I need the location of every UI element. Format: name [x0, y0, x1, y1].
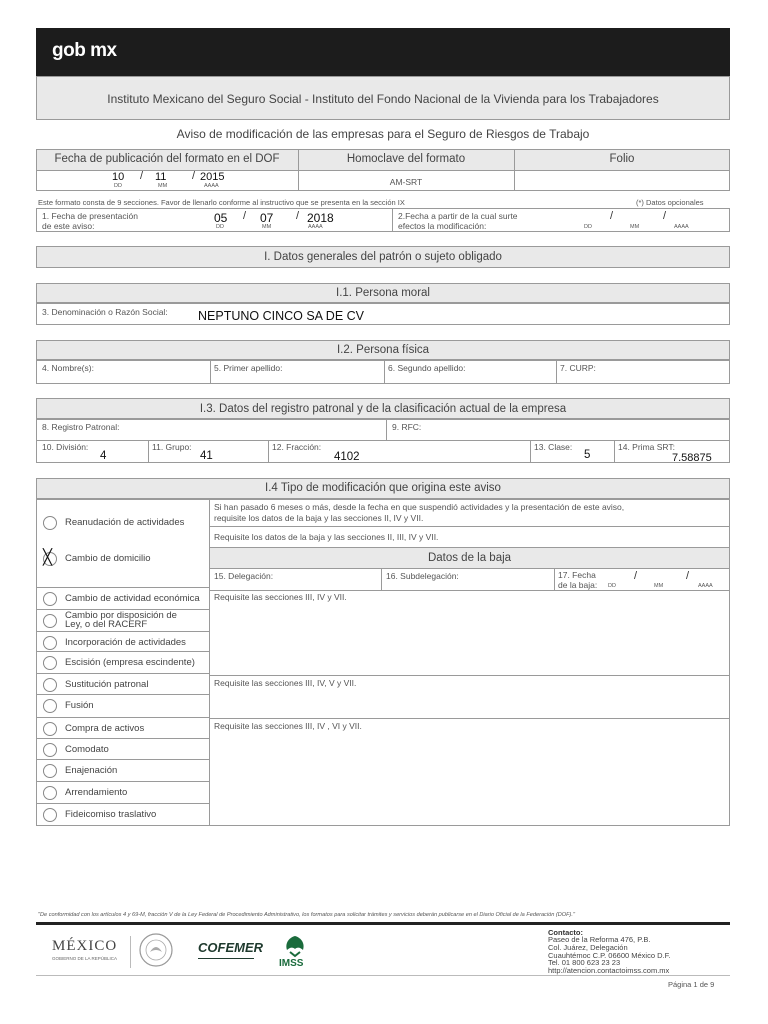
grupo-field[interactable]: 41	[200, 450, 213, 462]
cofemer-logo: COFEMER	[198, 940, 263, 955]
form-title: Aviso de modificación de las empresas para el Seguro de Riesgos de Trabajo	[176, 127, 590, 141]
option-divider	[36, 759, 209, 760]
option-label-fusion[interactable]: Fusión	[65, 700, 94, 711]
radio-comodato[interactable]	[43, 743, 57, 757]
option-divider	[36, 694, 209, 695]
presentation-row	[36, 208, 730, 232]
option-label-cambio-de-actividad-economica[interactable]: Cambio de actividad económica	[65, 593, 200, 604]
segundo-apellido-field[interactable]: 6. Segundo apellido:	[388, 363, 466, 373]
s11-title: I.1. Persona moral	[336, 287, 430, 299]
radio-arrendamiento[interactable]	[43, 786, 57, 800]
nombre-field[interactable]: 4. Nombre(s):	[42, 363, 94, 373]
delegacion-field[interactable]: 15. Delegación:	[214, 571, 274, 581]
contact-block: Paseo de la Reforma 476, P.B. Col. Juárez, Delegación Cuauhtémoc C.P. 06600 México D.F. Tel. 01 800 623 23 23 http://atencion.contactoimss.com.mx	[548, 935, 671, 976]
fraccion-field[interactable]: 4102	[334, 451, 360, 463]
institute-title: Instituto Mexicano del Seguro Social - Instituto del Fondo Nacional de la Vivienda para los Trabajadores	[107, 92, 659, 106]
rfc-field[interactable]: 9. RFC:	[392, 422, 422, 432]
folio-label: Folio	[609, 153, 635, 165]
option-label-escision-empresa-escindente[interactable]: Escisión (empresa escindente)	[65, 657, 195, 668]
baja-title: Datos de la baja	[427, 552, 512, 564]
option-label-cambio-por-disposicion-de[interactable]: Cambio por disposición de	[65, 610, 177, 621]
s12-title: I.2. Persona física	[336, 344, 430, 356]
s14-title: I.4 Tipo de modificación que origina este aviso	[265, 482, 501, 494]
gobmx-logo: gob mx	[52, 40, 117, 61]
pub-dd: 10	[112, 171, 125, 183]
mexico-logo: MÉXICO	[52, 938, 118, 954]
legal-note: "De conformidad con los artículos 4 y 69-M, fracción V de la Ley Federal de Procedimiento Administrativo, los formatos para solicitar trámites y servicios deberán publicarse en el Diario Oficial de la Federación (DOF)."	[38, 912, 575, 918]
radio-cambio-por-disposicion-de[interactable]	[43, 614, 57, 628]
option-label-reanudacion-de-actividades[interactable]: Reanudación de actividades	[65, 517, 185, 528]
section-1-title: I. Datos generales del patrón o sujeto obligado	[264, 251, 502, 263]
imss-logo: IMSS	[279, 958, 304, 969]
national-seal-icon	[136, 932, 180, 972]
persona-fisica-row	[36, 360, 730, 384]
radio-escision-empresa-escindente[interactable]	[43, 656, 57, 670]
option-divider	[36, 587, 209, 588]
denominacion-field[interactable]: NEPTUNO CINCO SA DE CV	[198, 309, 364, 323]
contact-link[interactable]: http://atencion.contactoimss.com.mx	[548, 966, 670, 976]
instructions: Este formato consta de 9 secciones. Favor de llenarlo conforme al instructivo que se presenta en la sección IX	[38, 198, 405, 207]
option-label-arrendamiento[interactable]: Arrendamiento	[65, 787, 128, 798]
option-divider	[36, 651, 209, 652]
primer-apellido-field[interactable]: 5. Primer apellido:	[214, 363, 283, 373]
radio-compra-de-activos[interactable]	[43, 722, 57, 736]
option-label-enajenacion[interactable]: Enajenación	[65, 765, 118, 776]
option-divider	[36, 717, 209, 718]
page-number: Página 1 de 9	[668, 980, 715, 989]
pub-date-label: Fecha de publicación del formato en el DOF	[54, 153, 280, 165]
option-label-comodato[interactable]: Comodato	[65, 744, 109, 755]
option-label-sustitucion-patronal[interactable]: Sustitución patronal	[65, 679, 149, 690]
subdelegacion-field[interactable]: 16. Subdelegación:	[386, 571, 459, 581]
imss-eagle-icon	[280, 934, 310, 958]
option-label-compra-de-activos[interactable]: Compra de activos	[65, 723, 145, 734]
pub-mm: 11	[155, 171, 167, 183]
pub-aaaa: 2015	[200, 171, 225, 183]
radio-fideicomiso-traslativo[interactable]	[43, 808, 57, 822]
radio-cambio-de-actividad-economica[interactable]	[43, 592, 57, 606]
option-label-incorporacion-de-actividades[interactable]: Incorporación de actividades	[65, 637, 186, 648]
curp-field[interactable]: 7. CURP:	[560, 363, 596, 373]
prima-field[interactable]: 7.58875	[672, 452, 712, 464]
checked-x-icon: ╳	[43, 549, 53, 566]
s13-title: I.3. Datos del registro patronal y de la clasificación actual de la empresa	[199, 403, 567, 415]
radio-enajenacion[interactable]	[43, 764, 57, 778]
gobmx-header	[36, 28, 730, 76]
presentation-dd[interactable]: 05	[214, 211, 228, 225]
option-divider	[36, 803, 209, 804]
presentation-aaaa[interactable]: 2018	[307, 211, 334, 225]
contact-title: Contacto:	[548, 928, 583, 937]
radio-fusion[interactable]	[43, 699, 57, 713]
option-divider	[36, 673, 209, 674]
homoclave-value: AM-SRT	[389, 177, 423, 187]
option-label-cambio-por-disposicion-de-line2[interactable]: Ley, o del RACERF	[65, 619, 148, 630]
option-divider	[36, 738, 209, 739]
division-field[interactable]: 4	[100, 450, 107, 462]
homoclave-label: Homoclave del formato	[346, 153, 466, 165]
option-divider	[36, 781, 209, 782]
presentation-mm[interactable]: 07	[260, 211, 274, 225]
registro-patronal-field[interactable]: 8. Registro Patronal:	[42, 422, 120, 432]
clase-field[interactable]: 5	[584, 449, 591, 461]
footer-rule	[36, 922, 730, 925]
radio-sustitucion-patronal[interactable]	[43, 678, 57, 692]
radio-incorporacion-de-actividades[interactable]	[43, 636, 57, 650]
option-divider	[36, 631, 209, 632]
radio-reanudacion-de-actividades[interactable]	[43, 516, 57, 530]
option-label-fideicomiso-traslativo[interactable]: Fideicomiso traslativo	[65, 809, 157, 820]
optional-note: (*) Datos opcionales	[636, 198, 704, 207]
option-label-cambio-de-domicilio[interactable]: Cambio de domicilio	[65, 553, 151, 564]
registro-table	[36, 419, 730, 463]
